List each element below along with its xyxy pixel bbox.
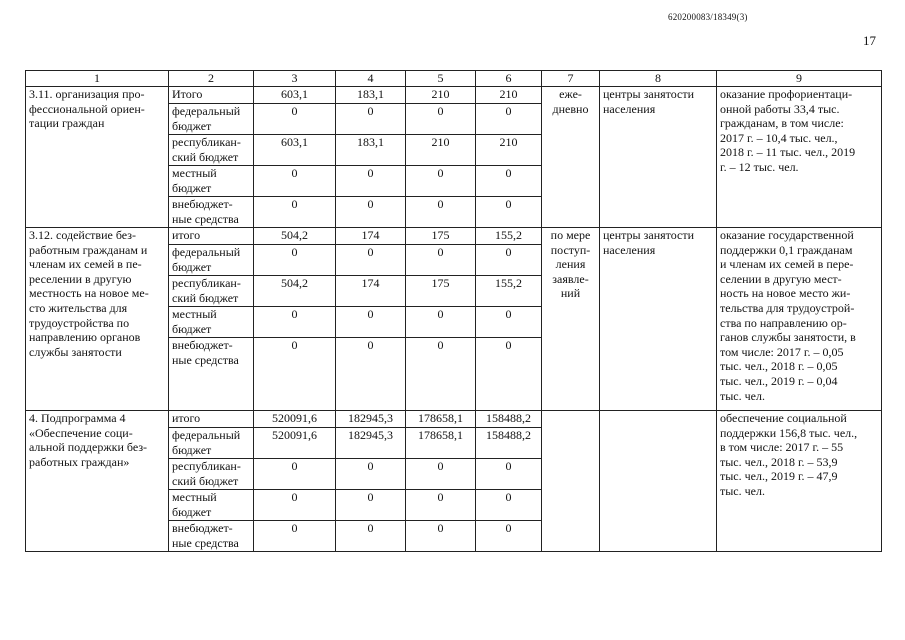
value-2018: 0 (406, 338, 476, 411)
value-2017: 0 (336, 197, 406, 228)
funding-source: местный бюджет (169, 490, 254, 521)
value-2017: 0 (336, 307, 406, 338)
funding-source: внебюджет- ные средства (169, 521, 254, 552)
block-4-subprogram-name: 4. Подпрограмма 4 «Обеспечение соци- альной поддержки без- работных граждан» (26, 411, 169, 552)
page-number: 17 (863, 33, 876, 48)
value-2018: 178658,1 (406, 428, 476, 459)
funding-source: федеральный бюджет (169, 104, 254, 135)
expected-result: оказание профориентаци- онной работы 33,4 тыс. гражданам, в том числе: 2017 г. – 10,4 тыс. чел., 2018 г. – 11 тыс. чел., 2019 г. – 12 тыс. чел. (717, 87, 882, 228)
column-header: 1 (26, 71, 169, 87)
funding-source: федеральный бюджет (169, 428, 254, 459)
value-total: 0 (254, 307, 336, 338)
value-2018: 0 (406, 104, 476, 135)
document-id: 620200083/18349(3) (668, 12, 748, 22)
funding-source: внебюджет- ные средства (169, 338, 254, 411)
funding-source: местный бюджет (169, 307, 254, 338)
funding-source: федеральный бюджет (169, 245, 254, 276)
value-total: 0 (254, 197, 336, 228)
column-header: 4 (336, 71, 406, 87)
value-2019: 210 (476, 87, 542, 104)
funding-source: итого (169, 228, 254, 245)
value-total: 520091,6 (254, 428, 336, 459)
value-2019: 158488,2 (476, 411, 542, 428)
executor: центры занятости населения (600, 87, 717, 228)
value-2018: 175 (406, 276, 476, 307)
value-2019: 0 (476, 166, 542, 197)
value-2019: 0 (476, 245, 542, 276)
value-2019: 155,2 (476, 276, 542, 307)
value-2019: 0 (476, 490, 542, 521)
value-2019: 0 (476, 104, 542, 135)
value-2018: 0 (406, 307, 476, 338)
executor (600, 411, 717, 552)
value-2019: 158488,2 (476, 428, 542, 459)
value-2018: 0 (406, 459, 476, 490)
value-2017: 182945,3 (336, 411, 406, 428)
value-total: 603,1 (254, 135, 336, 166)
value-total: 603,1 (254, 87, 336, 104)
column-header: 6 (476, 71, 542, 87)
value-2017: 183,1 (336, 87, 406, 104)
value-2019: 0 (476, 197, 542, 228)
value-2018: 178658,1 (406, 411, 476, 428)
funding-source: Итого (169, 87, 254, 104)
value-2017: 0 (336, 490, 406, 521)
block-3-11-name: 3.11. организация про- фессиональной ориен- тации граждан (26, 87, 169, 228)
value-total: 520091,6 (254, 411, 336, 428)
value-2017: 0 (336, 166, 406, 197)
column-header: 9 (717, 71, 882, 87)
value-2017: 183,1 (336, 135, 406, 166)
column-header: 5 (406, 71, 476, 87)
execution-period: еже- дневно (542, 87, 600, 228)
funding-source: республикан- ский бюджет (169, 459, 254, 490)
value-total: 0 (254, 490, 336, 521)
value-2017: 0 (336, 459, 406, 490)
value-2018: 0 (406, 521, 476, 552)
value-total: 0 (254, 166, 336, 197)
column-header: 2 (169, 71, 254, 87)
value-total: 0 (254, 459, 336, 490)
value-total: 504,2 (254, 228, 336, 245)
value-total: 0 (254, 338, 336, 411)
column-header: 3 (254, 71, 336, 87)
program-table (25, 70, 882, 552)
value-2019: 155,2 (476, 228, 542, 245)
value-2017: 0 (336, 338, 406, 411)
table-row (26, 87, 882, 104)
value-2018: 210 (406, 87, 476, 104)
value-2019: 0 (476, 459, 542, 490)
value-2019: 210 (476, 135, 542, 166)
column-header-row (26, 71, 882, 87)
expected-result: обеспечение социальной поддержки 156,8 тыс. чел., в том числе: 2017 г. – 55 тыс. чел., 2018 г. – 53,9 тыс. чел., 2019 г. – 47,9 тыс. чел. (717, 411, 882, 552)
value-2019: 0 (476, 521, 542, 552)
value-total: 0 (254, 521, 336, 552)
funding-source: местный бюджет (169, 166, 254, 197)
table-row (26, 228, 882, 245)
value-2019: 0 (476, 307, 542, 338)
funding-source: внебюджет- ные средства (169, 197, 254, 228)
column-header: 7 (542, 71, 600, 87)
value-2019: 0 (476, 338, 542, 411)
value-2017: 174 (336, 276, 406, 307)
value-2017: 182945,3 (336, 428, 406, 459)
expected-result: оказание государственной поддержки 0,1 гражданам и членам их семей в пере- селении в другую мест- ность на новое место жи- тельства для трудоустрой- ства по направлению ор- ганов службы занятости, в том числе: 2017 г. – 0,05 тыс. чел., 2018 г. – 0,05 тыс. чел., 2019 г. – 0,04 тыс. чел. (717, 228, 882, 411)
funding-source: республикан- ский бюджет (169, 276, 254, 307)
value-total: 504,2 (254, 276, 336, 307)
value-2018: 0 (406, 490, 476, 521)
value-2018: 0 (406, 166, 476, 197)
value-2017: 174 (336, 228, 406, 245)
value-2018: 0 (406, 245, 476, 276)
value-total: 0 (254, 104, 336, 135)
value-2017: 0 (336, 104, 406, 135)
table-row (26, 411, 882, 428)
block-3-12-name: 3.12. содействие без- работным гражданам и членам их семей в пе- реселении в другую местность на новое ме- сто жительства для трудоустройства по направлению органов службы занятости (26, 228, 169, 411)
value-total: 0 (254, 245, 336, 276)
value-2018: 0 (406, 197, 476, 228)
execution-period (542, 411, 600, 552)
funding-source: итого (169, 411, 254, 428)
funding-source: республикан- ский бюджет (169, 135, 254, 166)
execution-period: по мере поступ- ления заявле- ний (542, 228, 600, 411)
value-2018: 210 (406, 135, 476, 166)
value-2017: 0 (336, 521, 406, 552)
executor: центры занятости населения (600, 228, 717, 411)
value-2018: 175 (406, 228, 476, 245)
value-2017: 0 (336, 245, 406, 276)
column-header: 8 (600, 71, 717, 87)
